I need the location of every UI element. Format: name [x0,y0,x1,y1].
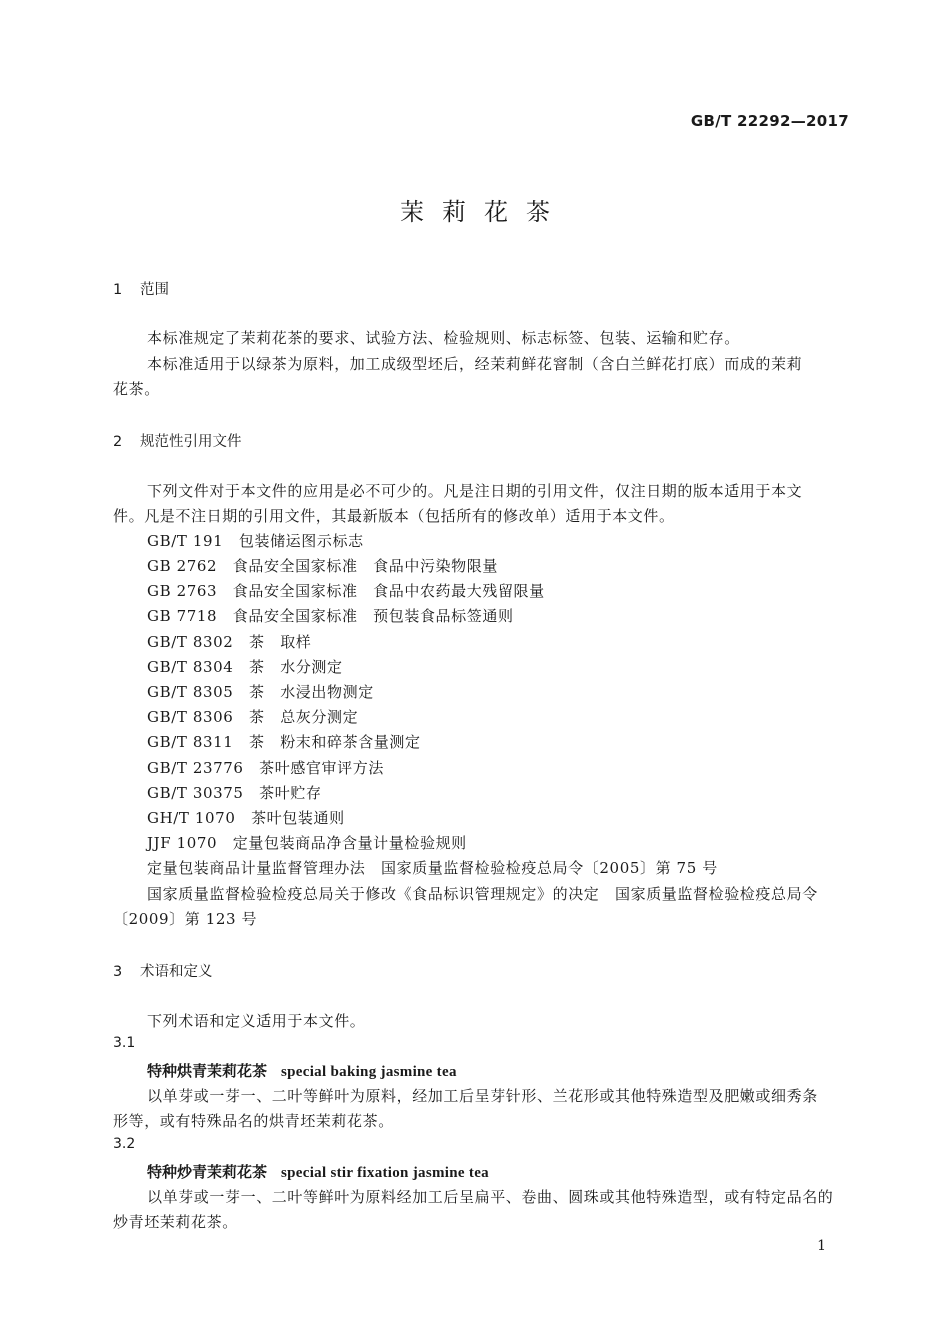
reference-item: GB/T 8302 茶 取样 [147,633,312,651]
reference-item: 定量包装商品计量监督管理办法 国家质量监督检验检疫总局令〔2005〕第 75 号 [147,859,718,877]
section-number: 3 [113,964,123,980]
standard-code: GB/T 22292—2017 [690,112,849,130]
term-heading [147,1161,489,1182]
paragraph-line: 花茶。 [113,380,160,398]
section-title: 规范性引用文件 [140,434,242,450]
term-english: special stir fixation jasmine tea [281,1165,489,1181]
reference-item: GB/T 8304 茶 水分测定 [147,658,343,676]
reference-item: JJF 1070 定量包装商品净含量计量检验规则 [147,834,467,852]
reference-item: GH/T 1070 茶叶包装通则 [147,809,345,827]
term-definition-line: 炒青坯茉莉花茶。 [113,1213,238,1231]
term-number: 3.1 [113,1035,136,1051]
reference-item: GB/T 191 包装储运图示标志 [147,532,364,550]
section-title: 范围 [140,282,169,298]
term-chinese: 特种炒青茉莉花茶 [147,1163,268,1181]
reference-item: GB/T 8305 茶 水浸出物测定 [147,683,374,701]
section-number: 1 [113,282,123,298]
reference-item: 国家质量监督检验检疫总局关于修改《食品标识管理规定》的决定 国家质量监督检验检疫总局令 [147,885,818,903]
reference-item: GB/T 23776 茶叶感官审评方法 [147,759,384,777]
paragraph: 下列术语和定义适用于本文件。 [147,1012,366,1030]
paragraph-line: 件。凡是不注日期的引用文件，其最新版本（包括所有的修改单）适用于本文件。 [113,507,675,525]
term-chinese: 特种烘青茉莉花茶 [147,1062,268,1080]
term-definition-line: 以单芽或一芽一、二叶等鲜叶为原料，经加工后呈芽针形、兰花形或其他特殊造型及肥嫩或细秀条 [147,1087,818,1105]
paragraph-line: 本标准适用于以绿茶为原料，加工成级型坯后，经茉莉鲜花窨制（含白兰鲜花打底）而成的茉莉 [147,355,803,373]
reference-item-continuation: 〔2009〕第 123 号 [113,910,258,928]
term-number: 3.2 [113,1136,136,1152]
term-heading [147,1060,457,1081]
reference-item: GB/T 8306 茶 总灰分测定 [147,708,359,726]
section-title: 术语和定义 [140,964,213,980]
reference-item: GB 2763 食品安全国家标准 食品中农药最大残留限量 [147,582,545,600]
term-definition-line: 形等，或有特殊品名的烘青坯茉莉花茶。 [113,1112,394,1130]
document-title: 茉莉花茶 [400,198,568,226]
reference-item: GB/T 8311 茶 粉末和碎茶含量测定 [147,733,421,751]
reference-item: GB 2762 食品安全国家标准 食品中污染物限量 [147,557,498,575]
term-english: special baking jasmine tea [281,1064,457,1080]
reference-item: GB 7718 食品安全国家标准 预包装食品标签通则 [147,607,514,625]
paragraph-line: 下列文件对于本文件的应用是必不可少的。凡是注日期的引用文件，仅注日期的版本适用于本文 [147,482,803,500]
section-3-heading [113,960,213,981]
page-number: 1 [817,1238,826,1254]
reference-item: GB/T 30375 茶叶贮存 [147,784,322,802]
section-2-heading [113,430,242,451]
section-number: 2 [113,434,123,450]
term-definition-line: 以单芽或一芽一、二叶等鲜叶为原料经加工后呈扁平、卷曲、圆珠或其他特殊造型，或有特定品名的 [147,1188,834,1206]
section-1-heading [113,278,169,299]
paragraph: 本标准规定了茉莉花茶的要求、试验方法、检验规则、标志标签、包装、运输和贮存。 [147,329,740,347]
